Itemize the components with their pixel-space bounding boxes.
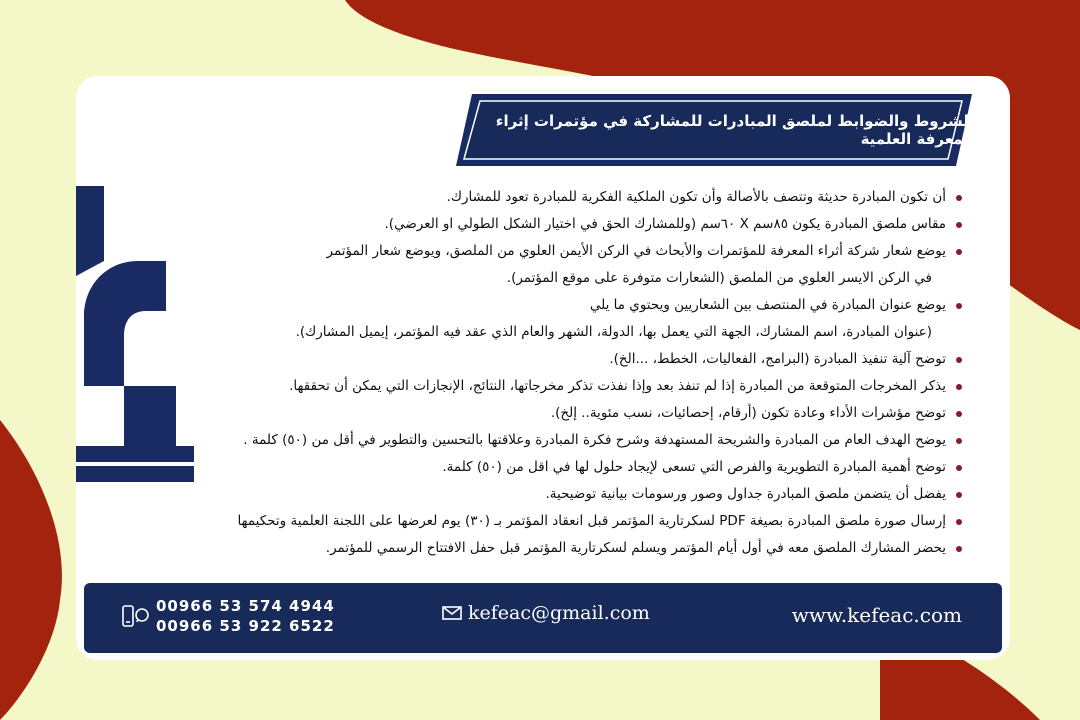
title-banner: [454, 92, 974, 168]
conditions-list: [182, 184, 962, 562]
list-item: توضح أهمية المبادرة التطويرية والفرص التي تسعى لإيجاد حلول لها في اقل من (٥٠) كلمة.: [182, 454, 962, 481]
list-item: يحضر المشارك الملصق معه في أول أيام المؤتمر ويسلم لسكرتارية المؤتمر قبل حفل الافتتاح الرسمي للمؤتمر.: [182, 535, 962, 562]
list-item: مقاس ملصق المبادرة يكون ٨٥سم X ٦٠سم (وللمشارك الحق في اختيار الشكل الطولي او العرضي).: [182, 211, 962, 238]
email-address[interactable]: kefeac@gmail.com: [468, 602, 650, 624]
list-item: إرسال صورة ملصق المبادرة بصيغة PDF لسكرتارية المؤتمر قبل انعقاد المؤتمر بـ (٣٠) يوم لعرضها على اللجنة العلمية وتحكيمها: [182, 508, 962, 535]
list-item: يوضع شعار شركة أثراء المعرفة للمؤتمرات والأبحاث في الركن الأيمن العلوي من الملصق، ويوضع شعار المؤتمر في الركن الايسر العلوي من الملصق (الشعارات متوفرة على موقع المؤتمر).: [182, 238, 962, 292]
website-link[interactable]: www.kefeac.com: [791, 603, 962, 627]
content-card: [76, 76, 1010, 660]
phone-whatsapp-icon: [120, 604, 150, 628]
phone-numbers: [120, 596, 335, 636]
list-item: توضح آلية تنفيذ المبادرة (البرامج، الفعاليات، الخطط، ...الخ).: [182, 346, 962, 373]
list-item: توضح مؤشرات الأداء وعادة تكون (أرقام، إحصائيات، نسب مئوية.. إلخ).: [182, 400, 962, 427]
contact-footer: [84, 583, 1002, 653]
phone-number-1[interactable]: 00966 53 574 4944: [156, 597, 335, 615]
envelope-icon: [442, 605, 462, 621]
list-item: يفضل أن يتضمن ملصق المبادرة جداول وصور ورسومات بيانية توضيحية.: [182, 481, 962, 508]
email-contact[interactable]: [442, 602, 650, 624]
list-item: يوضح الهدف العام من المبادرة والشريحة المستهدفة وشرح فكرة المبادرة وعلاقتها بالتحسين والتطوير في أقل من (٥٠) كلمة .: [182, 427, 962, 454]
page-title: الشروط والضوابط لملصق المبادرات للمشاركة في مؤتمرات إثراء المعرفة العلمية: [495, 112, 974, 148]
list-item: يوضع عنوان المبادرة في المنتصف بين الشعاريين ويحتوي ما يلي (عنوان المبادرة، اسم المشارك، الجهة التي يعمل بها، الدولة، الشهر والعام الذي عقد فيه المؤتمر، إيميل المشارك).: [182, 292, 962, 346]
phone-number-2[interactable]: 00966 53 922 6522: [156, 617, 335, 635]
list-item: أن تكون المبادرة حديثة وتتصف بالأصالة وأن تكون الملكية الفكرية للمبادرة تعود للمشارك.: [182, 184, 962, 211]
list-item: يذكر المخرجات المتوقعة من المبادرة إذا لم تنفذ بعد وإذا نفذت تذكر مخرجاتها، النتائج، الإنجازات التي يمكن أن تحققها.: [182, 373, 962, 400]
